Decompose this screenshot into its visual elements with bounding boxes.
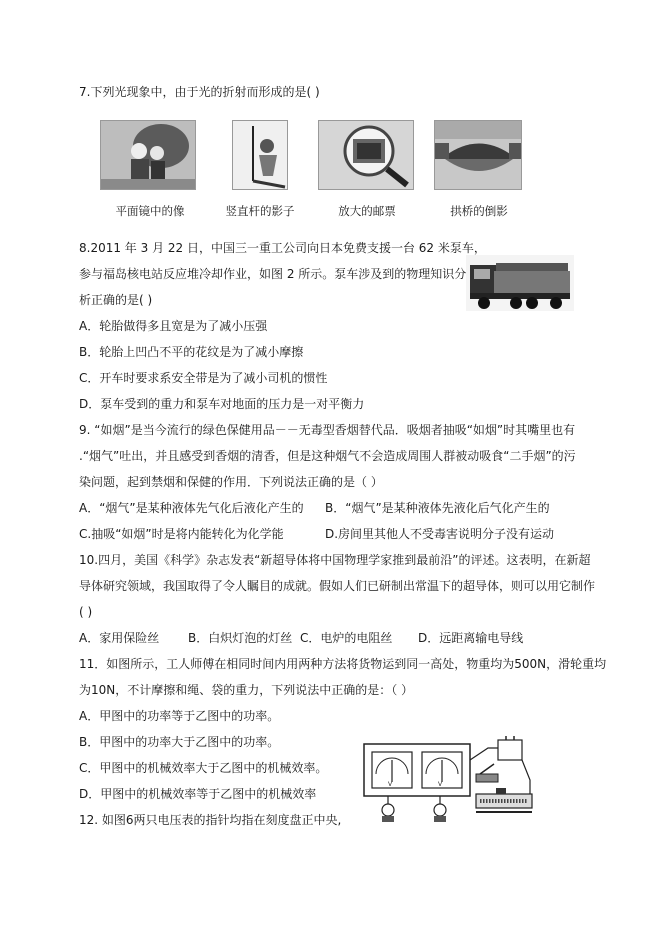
q8-line-1: 8.2011 年 3 月 22 日，中国三一重工公司向日本免费支援一台 62 米泵车， — [79, 241, 486, 255]
caption-stamp: 放大的邮票 — [338, 204, 396, 218]
q9-line-3: 染问题，起到禁烟和保健的作用．下列说法正确的是（ ） — [79, 475, 383, 489]
bridge-reflection-photo — [434, 120, 522, 190]
pump-truck-photo — [466, 255, 574, 311]
voltmeter-circuit-figure — [358, 730, 538, 830]
q8-line-2: 参与福岛核电站反应堆冷却作业，如图 2 所示。泵车涉及到的物理知识分 — [79, 267, 467, 281]
mirror-image-photo — [100, 120, 196, 190]
q10-option-d: D．远距离输电导线 — [418, 631, 524, 645]
caption-shadow: 竖直杆的影子 — [225, 204, 295, 218]
q10-line-2: 导体研究领域，我国取得了令人瞩目的成就。假如人们已研制出常温下的超导体，则可以用它制作 — [79, 579, 596, 593]
q9-option-a: A．“烟气”是某种液体先气化后液化产生的 — [79, 501, 304, 515]
pole-shadow-photo — [232, 120, 288, 190]
q10-line-1: 10.四月，美国《科学》杂志发表“新超导体将中国物理学家推到最前沿”的评述。这表明，在新超 — [79, 553, 591, 567]
q11-line-1: 11．如图所示，工人师傅在相同时间内用两种方法将货物运到同一高处，物重均为500N，滑轮重均 — [79, 657, 607, 671]
q11-option-a: A．甲图中的功率等于乙图中的功率。 — [79, 709, 280, 723]
magnified-stamp-photo — [318, 120, 414, 190]
voltmeter-2-label: V — [438, 781, 443, 788]
q8-option-b: B．轮胎上凹凸不平的花纹是为了减小摩擦 — [79, 345, 304, 359]
q12-line-1: 12. 如图6两只电压表的指针均指在刻度盘正中央, — [79, 813, 342, 827]
q11-line-2: 为10N，不计摩擦和绳、袋的重力，下列说法中正确的是：（ ） — [79, 683, 414, 697]
q11-option-d: D．甲图中的机械效率等于乙图中的机械效率 — [79, 787, 317, 801]
q7-stem: 7.下列光现象中，由于光的折射而形成的是( ) — [79, 85, 320, 99]
q10-option-c: C．电炉的电阻丝 — [300, 631, 393, 645]
q10-line-3: ( ) — [79, 605, 93, 619]
q9-line-1: 9. “如烟”是当今流行的绿色保健用品－－无毒型香烟替代品．吸烟者抽吸“如烟”时其嘴里也有 — [79, 423, 576, 437]
q9-line-2: .“烟气”吐出，并且感受到香烟的清香，但是这种烟气不会造成周围人群被动吸食“二手烟”的污 — [79, 449, 576, 463]
q11-option-c: C．甲图中的机械效率大于乙图中的机械效率。 — [79, 761, 328, 775]
q9-option-d: D.房间里其他人不受毒害说明分子没有运动 — [325, 527, 555, 541]
q11-option-b: B．甲图中的功率大于乙图中的功率。 — [79, 735, 280, 749]
caption-bridge: 拱桥的倒影 — [450, 204, 508, 218]
q8-option-c: C．开车时要求系安全带是为了减小司机的惯性 — [79, 371, 328, 385]
q9-option-b: B．“烟气”是某种液体先液化后气化产生的 — [325, 501, 550, 515]
q10-option-a: A．家用保险丝 — [79, 631, 160, 645]
q8-option-a: A．轮胎做得多且宽是为了减小压强 — [79, 319, 268, 333]
voltmeter-1-label: V — [388, 781, 393, 788]
q10-option-b: B．白炽灯泡的灯丝 — [188, 631, 293, 645]
q8-line-3: 析正确的是( ) — [79, 293, 153, 307]
q9-option-c: C.抽吸“如烟”时是将内能转化为化学能 — [79, 527, 284, 541]
caption-mirror: 平面镜中的像 — [115, 204, 185, 218]
q8-option-d: D．泵车受到的重力和泵车对地面的压力是一对平衡力 — [79, 397, 365, 411]
